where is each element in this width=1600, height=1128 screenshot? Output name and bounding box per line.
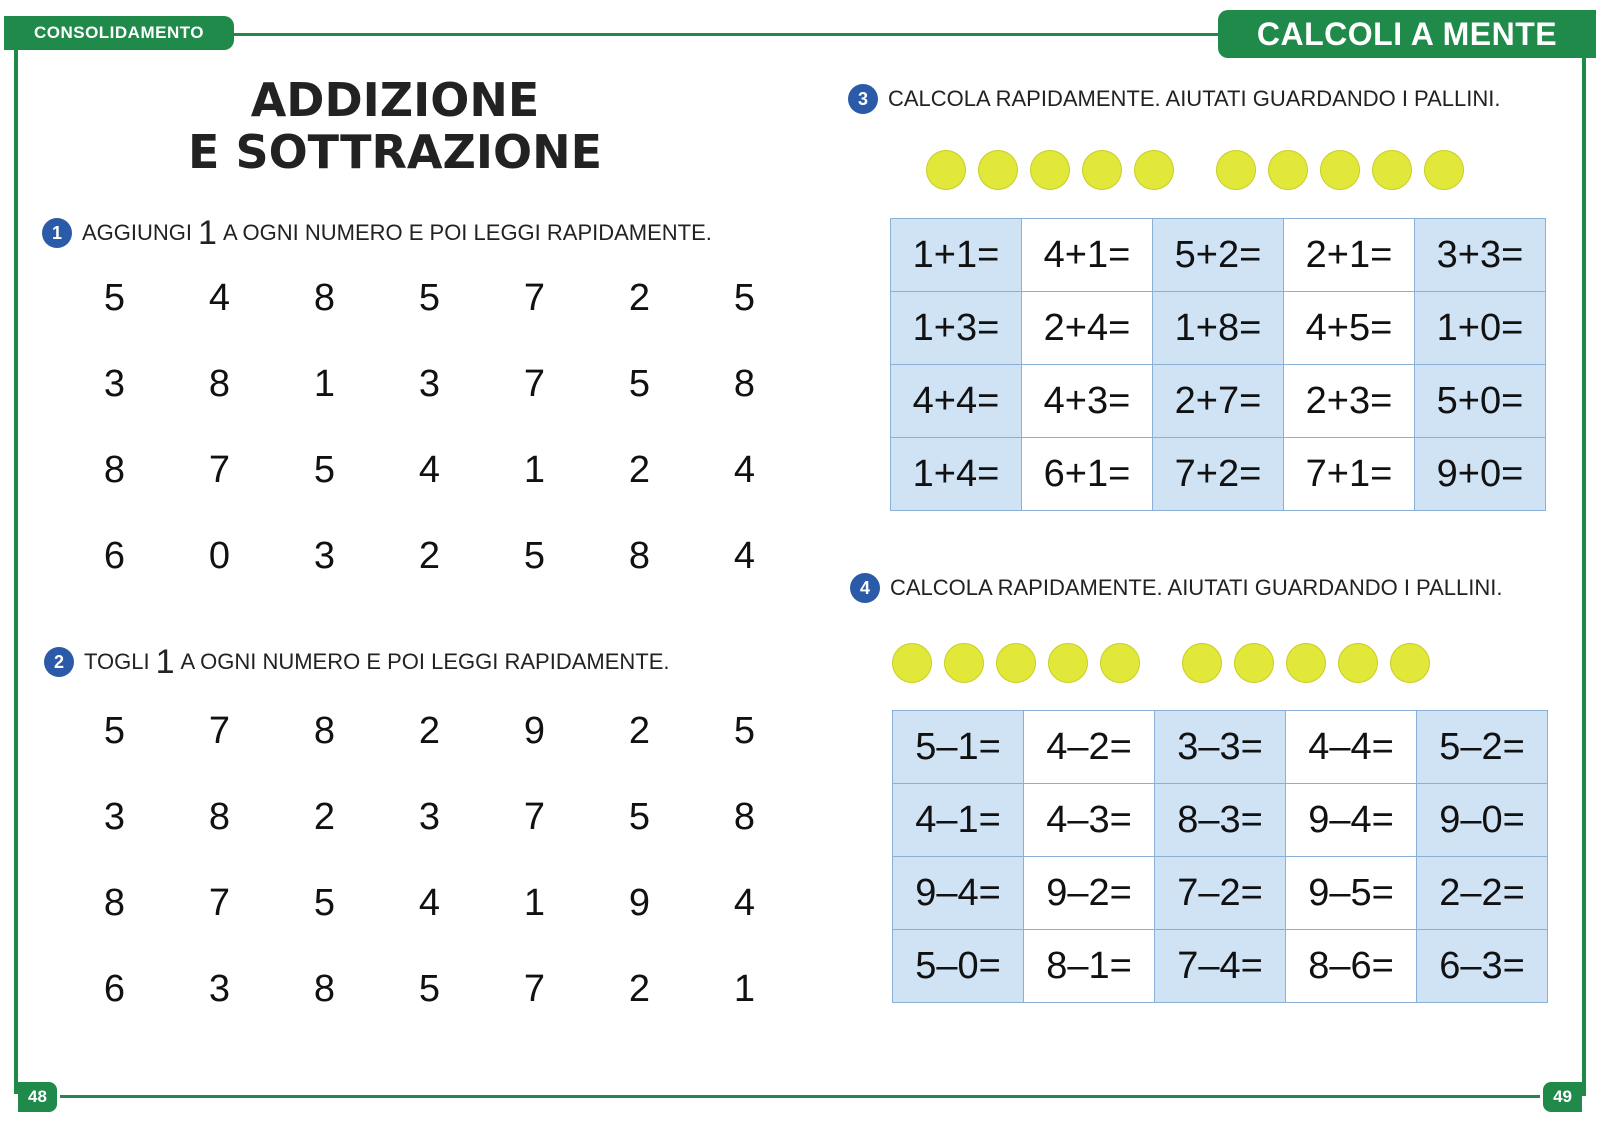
exercise-1-instruction bbox=[42, 216, 712, 250]
dot bbox=[1372, 150, 1412, 190]
section-tag: CONSOLIDAMENTO bbox=[4, 16, 234, 50]
frame-bottom-border bbox=[60, 1095, 1540, 1098]
grid-number: 7 bbox=[523, 795, 546, 838]
grid-number: 2 bbox=[628, 276, 651, 319]
grid-number: 3 bbox=[313, 534, 336, 577]
grid-number: 2 bbox=[628, 448, 651, 491]
grid-number: 5 bbox=[733, 276, 756, 319]
exercise-2-badge: 2 bbox=[44, 647, 74, 677]
grid-number: 8 bbox=[733, 795, 756, 838]
dot bbox=[1424, 150, 1464, 190]
operation-cell: 9+0= bbox=[1415, 438, 1546, 511]
operation-cell: 4–2= bbox=[1024, 711, 1155, 784]
grid-number: 4 bbox=[733, 881, 756, 924]
operation-cell: 2+1= bbox=[1284, 219, 1415, 292]
operation-cell: 5+2= bbox=[1153, 219, 1284, 292]
operation-cell: 2+3= bbox=[1284, 365, 1415, 438]
exercise-3-addition-table bbox=[890, 218, 1546, 511]
grid-number: 8 bbox=[103, 448, 126, 491]
table-row bbox=[891, 292, 1546, 365]
grid-number: 8 bbox=[208, 795, 231, 838]
table-row bbox=[891, 365, 1546, 438]
grid-number: 4 bbox=[733, 448, 756, 491]
frame-top-border bbox=[230, 33, 1220, 36]
exercise-3-text: CALCOLA RAPIDAMENTE. AIUTATI GUARDANDO I PALLINI. bbox=[888, 86, 1501, 111]
dot bbox=[926, 150, 966, 190]
operation-cell: 4+4= bbox=[891, 365, 1022, 438]
grid-number: 5 bbox=[418, 967, 441, 1010]
operation-cell: 1+8= bbox=[1153, 292, 1284, 365]
grid-number: 4 bbox=[733, 534, 756, 577]
operation-cell: 5–2= bbox=[1417, 711, 1548, 784]
grid-number: 8 bbox=[208, 362, 231, 405]
operation-cell: 1+1= bbox=[891, 219, 1022, 292]
operation-cell: 8–1= bbox=[1024, 930, 1155, 1003]
grid-number: 2 bbox=[628, 967, 651, 1010]
exercise-2-number-grid bbox=[62, 688, 762, 1032]
exercise-4-instruction bbox=[850, 573, 1502, 603]
operation-cell: 1+0= bbox=[1415, 292, 1546, 365]
grid-number: 5 bbox=[313, 881, 336, 924]
dot bbox=[978, 150, 1018, 190]
dot bbox=[1048, 643, 1088, 683]
grid-number: 3 bbox=[208, 967, 231, 1010]
grid-number: 3 bbox=[103, 362, 126, 405]
grid-number: 6 bbox=[103, 534, 126, 577]
grid-number: 7 bbox=[523, 276, 546, 319]
grid-number: 2 bbox=[418, 709, 441, 752]
grid-number: 5 bbox=[628, 795, 651, 838]
dot bbox=[1286, 643, 1326, 683]
dot bbox=[1234, 643, 1274, 683]
exercise-2-text-after: A OGNI NUMERO E POI LEGGI RAPIDAMENTE. bbox=[180, 649, 670, 674]
dot bbox=[996, 643, 1036, 683]
operation-cell: 9–0= bbox=[1417, 784, 1548, 857]
operation-cell: 5+0= bbox=[1415, 365, 1546, 438]
dot bbox=[1134, 150, 1174, 190]
exercise-1-number-grid bbox=[62, 255, 762, 599]
grid-number: 5 bbox=[103, 709, 126, 752]
grid-number: 5 bbox=[418, 276, 441, 319]
operation-cell: 4–4= bbox=[1286, 711, 1417, 784]
operation-cell: 9–5= bbox=[1286, 857, 1417, 930]
operation-cell: 5–1= bbox=[893, 711, 1024, 784]
exercise-3-badge: 3 bbox=[848, 84, 878, 114]
exercise-2-big-number: 1 bbox=[155, 643, 175, 681]
grid-number: 9 bbox=[523, 709, 546, 752]
page-number-left: 48 bbox=[18, 1082, 57, 1112]
operation-cell: 2+7= bbox=[1153, 365, 1284, 438]
dot bbox=[1268, 150, 1308, 190]
operation-cell: 3+3= bbox=[1415, 219, 1546, 292]
dot bbox=[944, 643, 984, 683]
operation-cell: 5–0= bbox=[893, 930, 1024, 1003]
dot bbox=[1338, 643, 1378, 683]
grid-number: 7 bbox=[523, 967, 546, 1010]
exercise-2-text-before: TOGLI bbox=[84, 649, 150, 674]
grid-number: 8 bbox=[313, 276, 336, 319]
operation-cell: 7–4= bbox=[1155, 930, 1286, 1003]
operation-cell: 2+4= bbox=[1022, 292, 1153, 365]
grid-number: 8 bbox=[628, 534, 651, 577]
operation-cell: 1+3= bbox=[891, 292, 1022, 365]
operation-cell: 9–4= bbox=[893, 857, 1024, 930]
exercise-3-instruction bbox=[848, 84, 1500, 114]
page-title bbox=[150, 74, 640, 178]
grid-number: 4 bbox=[418, 448, 441, 491]
exercise-4-badge: 4 bbox=[850, 573, 880, 603]
table-row bbox=[893, 930, 1548, 1003]
operation-cell: 8–3= bbox=[1155, 784, 1286, 857]
operation-cell: 6+1= bbox=[1022, 438, 1153, 511]
table-row bbox=[893, 857, 1548, 930]
operation-cell: 7+1= bbox=[1284, 438, 1415, 511]
grid-number: 1 bbox=[523, 881, 546, 924]
operation-cell: 2–2= bbox=[1417, 857, 1548, 930]
grid-number: 7 bbox=[208, 448, 231, 491]
title-line-1: ADDIZIONE bbox=[250, 73, 540, 127]
grid-number: 2 bbox=[628, 709, 651, 752]
grid-number: 0 bbox=[208, 534, 231, 577]
grid-number: 5 bbox=[103, 276, 126, 319]
table-row bbox=[893, 711, 1548, 784]
dot bbox=[1100, 643, 1140, 683]
exercise-4-text: CALCOLA RAPIDAMENTE. AIUTATI GUARDANDO I PALLINI. bbox=[890, 575, 1503, 600]
frame-left-border bbox=[14, 44, 18, 1094]
page-number-right: 49 bbox=[1543, 1082, 1582, 1112]
grid-number: 5 bbox=[313, 448, 336, 491]
grid-number: 3 bbox=[103, 795, 126, 838]
chapter-tag: CALCOLI A MENTE bbox=[1218, 10, 1596, 58]
operation-cell: 6–3= bbox=[1417, 930, 1548, 1003]
exercise-3-dots bbox=[926, 150, 1476, 190]
exercise-1-big-number: 1 bbox=[198, 214, 217, 252]
dot bbox=[1030, 150, 1070, 190]
grid-number: 2 bbox=[313, 795, 336, 838]
operation-cell: 8–6= bbox=[1286, 930, 1417, 1003]
grid-number: 4 bbox=[418, 881, 441, 924]
grid-number: 8 bbox=[313, 709, 336, 752]
exercise-4-subtraction-table bbox=[892, 710, 1548, 1003]
exercise-1-text-before: AGGIUNGI bbox=[82, 220, 193, 245]
operation-cell: 9–2= bbox=[1024, 857, 1155, 930]
dot bbox=[1182, 643, 1222, 683]
operation-cell: 4+1= bbox=[1022, 219, 1153, 292]
grid-number: 6 bbox=[103, 967, 126, 1010]
grid-number: 1 bbox=[313, 362, 336, 405]
table-row bbox=[891, 219, 1546, 292]
frame-right-border bbox=[1582, 52, 1586, 1096]
grid-number: 1 bbox=[523, 448, 546, 491]
grid-number: 8 bbox=[733, 362, 756, 405]
operation-cell: 4+5= bbox=[1284, 292, 1415, 365]
exercise-2-instruction bbox=[44, 645, 670, 679]
grid-number: 7 bbox=[523, 362, 546, 405]
grid-number: 2 bbox=[418, 534, 441, 577]
table-row bbox=[891, 438, 1546, 511]
dot bbox=[1390, 643, 1430, 683]
operation-cell: 9–4= bbox=[1286, 784, 1417, 857]
exercise-1-text-after: A OGNI NUMERO E POI LEGGI RAPIDAMENTE. bbox=[222, 220, 712, 245]
grid-number: 7 bbox=[208, 709, 231, 752]
operation-cell: 4–3= bbox=[1024, 784, 1155, 857]
operation-cell: 4–1= bbox=[893, 784, 1024, 857]
table-row bbox=[893, 784, 1548, 857]
operation-cell: 7–2= bbox=[1155, 857, 1286, 930]
grid-number: 8 bbox=[103, 881, 126, 924]
grid-number: 9 bbox=[628, 881, 651, 924]
grid-number: 8 bbox=[313, 967, 336, 1010]
title-line-2: E SOTTRAZIONE bbox=[188, 125, 602, 179]
grid-number: 4 bbox=[208, 276, 231, 319]
exercise-1-badge: 1 bbox=[42, 218, 72, 248]
exercise-4-dots bbox=[892, 643, 1442, 683]
operation-cell: 7+2= bbox=[1153, 438, 1284, 511]
dot bbox=[1216, 150, 1256, 190]
dot bbox=[1082, 150, 1122, 190]
operation-cell: 4+3= bbox=[1022, 365, 1153, 438]
dot bbox=[1320, 150, 1360, 190]
grid-number: 1 bbox=[733, 967, 756, 1010]
operation-cell: 1+4= bbox=[891, 438, 1022, 511]
grid-number: 5 bbox=[523, 534, 546, 577]
grid-number: 7 bbox=[208, 881, 231, 924]
operation-cell: 3–3= bbox=[1155, 711, 1286, 784]
grid-number: 5 bbox=[628, 362, 651, 405]
grid-number: 5 bbox=[733, 709, 756, 752]
grid-number: 3 bbox=[418, 795, 441, 838]
grid-number: 3 bbox=[418, 362, 441, 405]
dot bbox=[892, 643, 932, 683]
